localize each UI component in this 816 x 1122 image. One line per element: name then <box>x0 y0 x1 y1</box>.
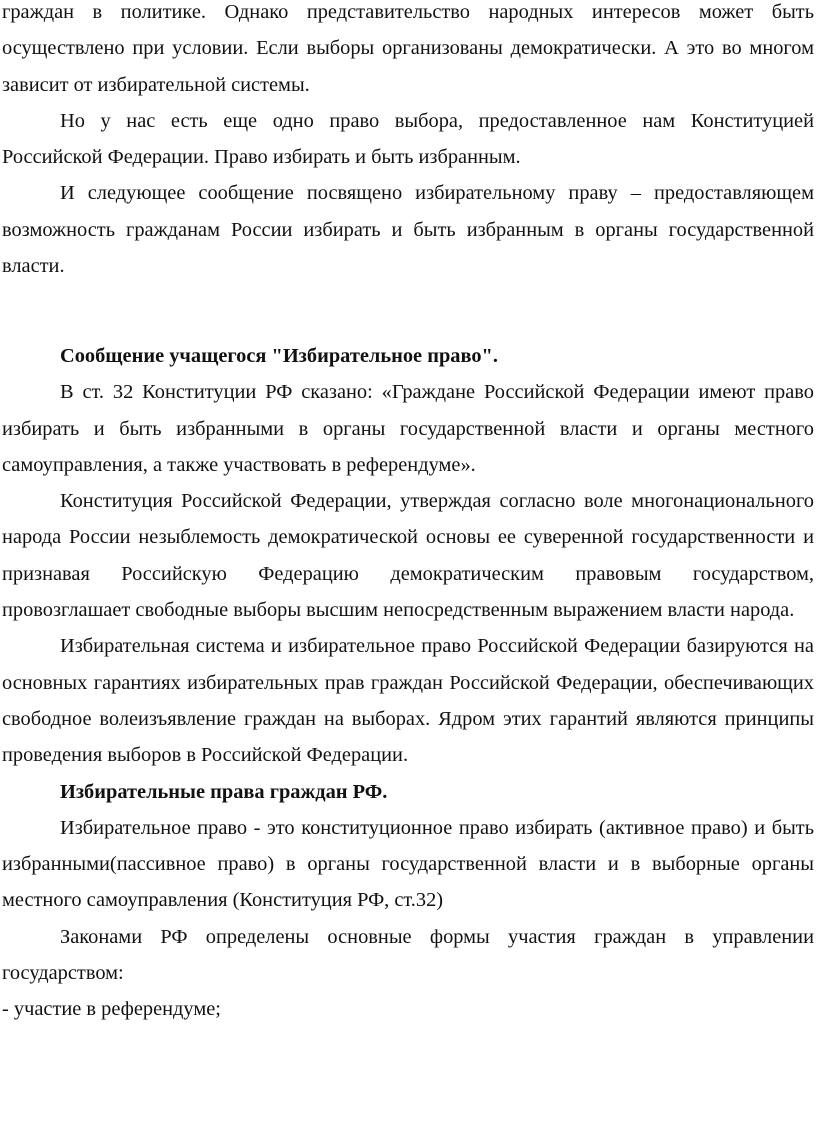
paragraph-constitution: Конституция Российской Федерации, утверждая согласно воле многонационального народа России незыблемость демократической основы ее суверенной государственности и признавая Российскую Федерацию демократическим правовым государством, провозглашает свободные выборы высшим непосредственным выражением власти народа. <box>2 490 814 622</box>
paragraph-electoral-right-definition: Избирательное право - это конституционное право избирать (активное право) и быть избранными(пассивное право) в органы государственной власти и в выборные органы местного самоуправления (Конституция РФ, ст.32) <box>2 816 814 912</box>
intro-section <box>2 0 814 284</box>
heading-electoral-rights: Избирательные права граждан РФ. <box>60 780 388 803</box>
paragraph-next-message: И следующее сообщение посвящено избирательному праву – предоставляющем возможность гражданам России избирать и быть избранным в органы государственной власти. <box>2 182 814 278</box>
paragraph-continuation: граждан в политике. Однако представительство народных интересов может быть осуществлено при условии. Если выборы организованы демократически. А это во многом зависит от избирательной системы. <box>2 1 814 96</box>
paragraph-article-32: В ст. 32 Конституции РФ сказано: «Граждане Российской Федерации имеют право избирать и быть избранными в органы государственной власти и органы местного самоуправления, а также участвовать в референдуме». <box>2 381 814 476</box>
main-section <box>2 338 814 1028</box>
heading-student-message: Сообщение учащегося "Избирательное право". <box>60 345 498 367</box>
list-item-referendum: - участие в референдуме; <box>2 998 221 1021</box>
paragraph-forms-of-participation: Законами РФ определены основные формы участия граждан в управлении государством: <box>2 925 814 985</box>
paragraph-right-of-choice: Но у нас есть еще одно право выбора, предоставленное нам Конституцией Российской Федерации. Право избирать и быть избранным. <box>2 109 814 169</box>
paragraph-electoral-system: Избирательная система и избирательное право Российской Федерации базируются на основных гарантиях избирательных прав граждан Российской Федерации, обеспечивающих свободное волеизъявление граждан на выборах. Ядром этих гарантий являются принципы проведения выборов в Российской Федерации. <box>2 635 814 767</box>
